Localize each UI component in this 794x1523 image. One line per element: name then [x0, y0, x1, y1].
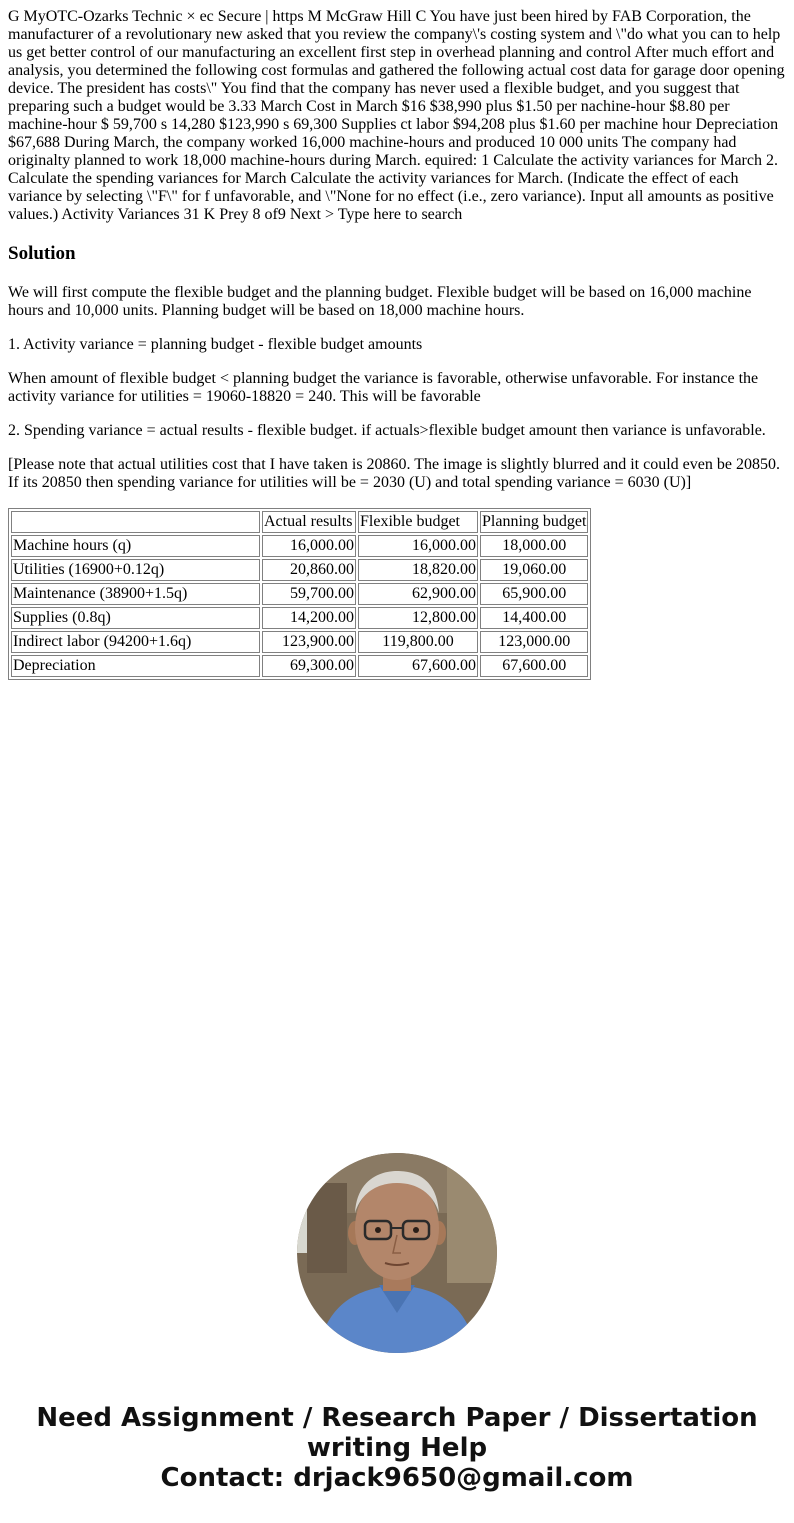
actual-cell: 20,860.00	[262, 559, 356, 581]
table-header-cell: Planning budget	[480, 511, 588, 533]
planning-cell: 67,600.00	[480, 655, 588, 677]
actual-cell: 123,900.00	[262, 631, 356, 653]
row-label: Indirect labor (94200+1.6q)	[11, 631, 260, 653]
promo-banner	[0, 1403, 794, 1493]
paragraph-activity-variance: 1. Activity variance = planning budget - flexible budget amounts	[8, 336, 423, 353]
avatar-portrait	[297, 1153, 497, 1353]
flexible-cell: 18,820.00	[358, 559, 478, 581]
row-label: Supplies (0.8q)	[11, 607, 260, 629]
actual-cell: 14,200.00	[262, 607, 356, 629]
actual-cell: 69,300.00	[262, 655, 356, 677]
planning-cell: 123,000.00	[480, 631, 588, 653]
actual-cell: 59,700.00	[262, 583, 356, 605]
table-row	[11, 559, 588, 581]
table-row	[11, 655, 588, 677]
table-header-cell	[11, 511, 260, 533]
paragraph-intro: We will first compute the flexible budget and the planning budget. Flexible budget will be based on 16,000 machine hours and 10,000 units. Planning budget will be based on 18,000 machine hours.	[8, 284, 752, 319]
table-row	[11, 535, 588, 557]
table-header-row	[11, 511, 588, 533]
planning-cell: 14,400.00	[480, 607, 588, 629]
paragraph-note: [Please note that actual utilities cost that I have taken is 20860. The image is slightly blurred and it could even be 20850. If its 20850 then spending variance for utilities will be = 2030 (U) and total spending variance = 6030 (U)]	[8, 456, 780, 491]
promo-line-2: writing Help	[306, 1433, 488, 1463]
table-row	[11, 631, 588, 653]
promo-line-1: Need Assignment / Research Paper / Dissertation	[36, 1403, 758, 1433]
flexible-cell: 67,600.00	[358, 655, 478, 677]
actual-cell: 16,000.00	[262, 535, 356, 557]
paragraph-favorable-rule: When amount of flexible budget < planning budget the variance is favorable, otherwise unfavorable. For instance the activity variance for utilities = 19060-18820 = 240. This will be favorable	[8, 370, 759, 405]
planning-cell: 19,060.00	[480, 559, 588, 581]
paragraph-spending-variance: 2. Spending variance = actual results - flexible budget. if actuals>flexible budget amount then variance is unfavorable.	[8, 422, 766, 439]
budget-table	[8, 508, 591, 680]
row-label: Maintenance (38900+1.5q)	[11, 583, 260, 605]
solution-heading: Solution	[8, 243, 76, 264]
row-label: Machine hours (q)	[11, 535, 260, 557]
table-row	[11, 607, 588, 629]
planning-cell: 65,900.00	[480, 583, 588, 605]
planning-cell: 18,000.00	[480, 535, 588, 557]
promo-contact: Contact: drjack9650@gmail.com	[160, 1463, 634, 1493]
table-header-cell: Actual results	[262, 511, 356, 533]
flexible-cell: 62,900.00	[358, 583, 478, 605]
table-header-cell: Flexible budget	[358, 511, 478, 533]
document-body	[8, 8, 786, 680]
question-text: G MyOTC-Ozarks Technic × ec Secure | https M McGraw Hill C You have just been hired by FAB Corporation, the manufacturer of a revolutionary new asked that you review the company\'s costing system and \"do what you can to help us get better control of our manufacturing an excellent first step in overhead planning and control After much effort and analysis, you determined the following cost formulas and gathered the following actual cost data for garage door opening device. The president has costs\" You find that the company has never used a flexible budget, and you suggest that preparing such a budget would be 3.33 March Cost in March $16 $38,990 plus $1.50 per nachine-hour $8.80 per machine-hour $ 59,700 s 14,280 $123,990 s 69,300 Supplies ct labor $94,208 plus $1.60 per machine hour Depreciation $67,688 During March, the company worked 16,000 machine-hours and produced 10 000 units The company had originalty planned to work 18,000 machine-hours during March. equired: 1 Calculate the activity variances for March 2. Calculate the spending variances for March Calculate the activity variances for March. (Indicate the effect of each variance by selecting \"F\" for f unfavorable, and \"None for no effect (i.e., zero variance). Input all amounts as positive values.) Activity Variances 31 K Prey 8 of9 Next > Type here to search	[8, 8, 785, 223]
row-label: Depreciation	[11, 655, 260, 677]
table-row	[11, 583, 588, 605]
row-label: Utilities (16900+0.12q)	[11, 559, 260, 581]
flexible-cell: 16,000.00	[358, 535, 478, 557]
author-avatar	[297, 1153, 497, 1353]
flexible-cell: 119,800.00	[358, 631, 478, 653]
flexible-cell: 12,800.00	[358, 607, 478, 629]
